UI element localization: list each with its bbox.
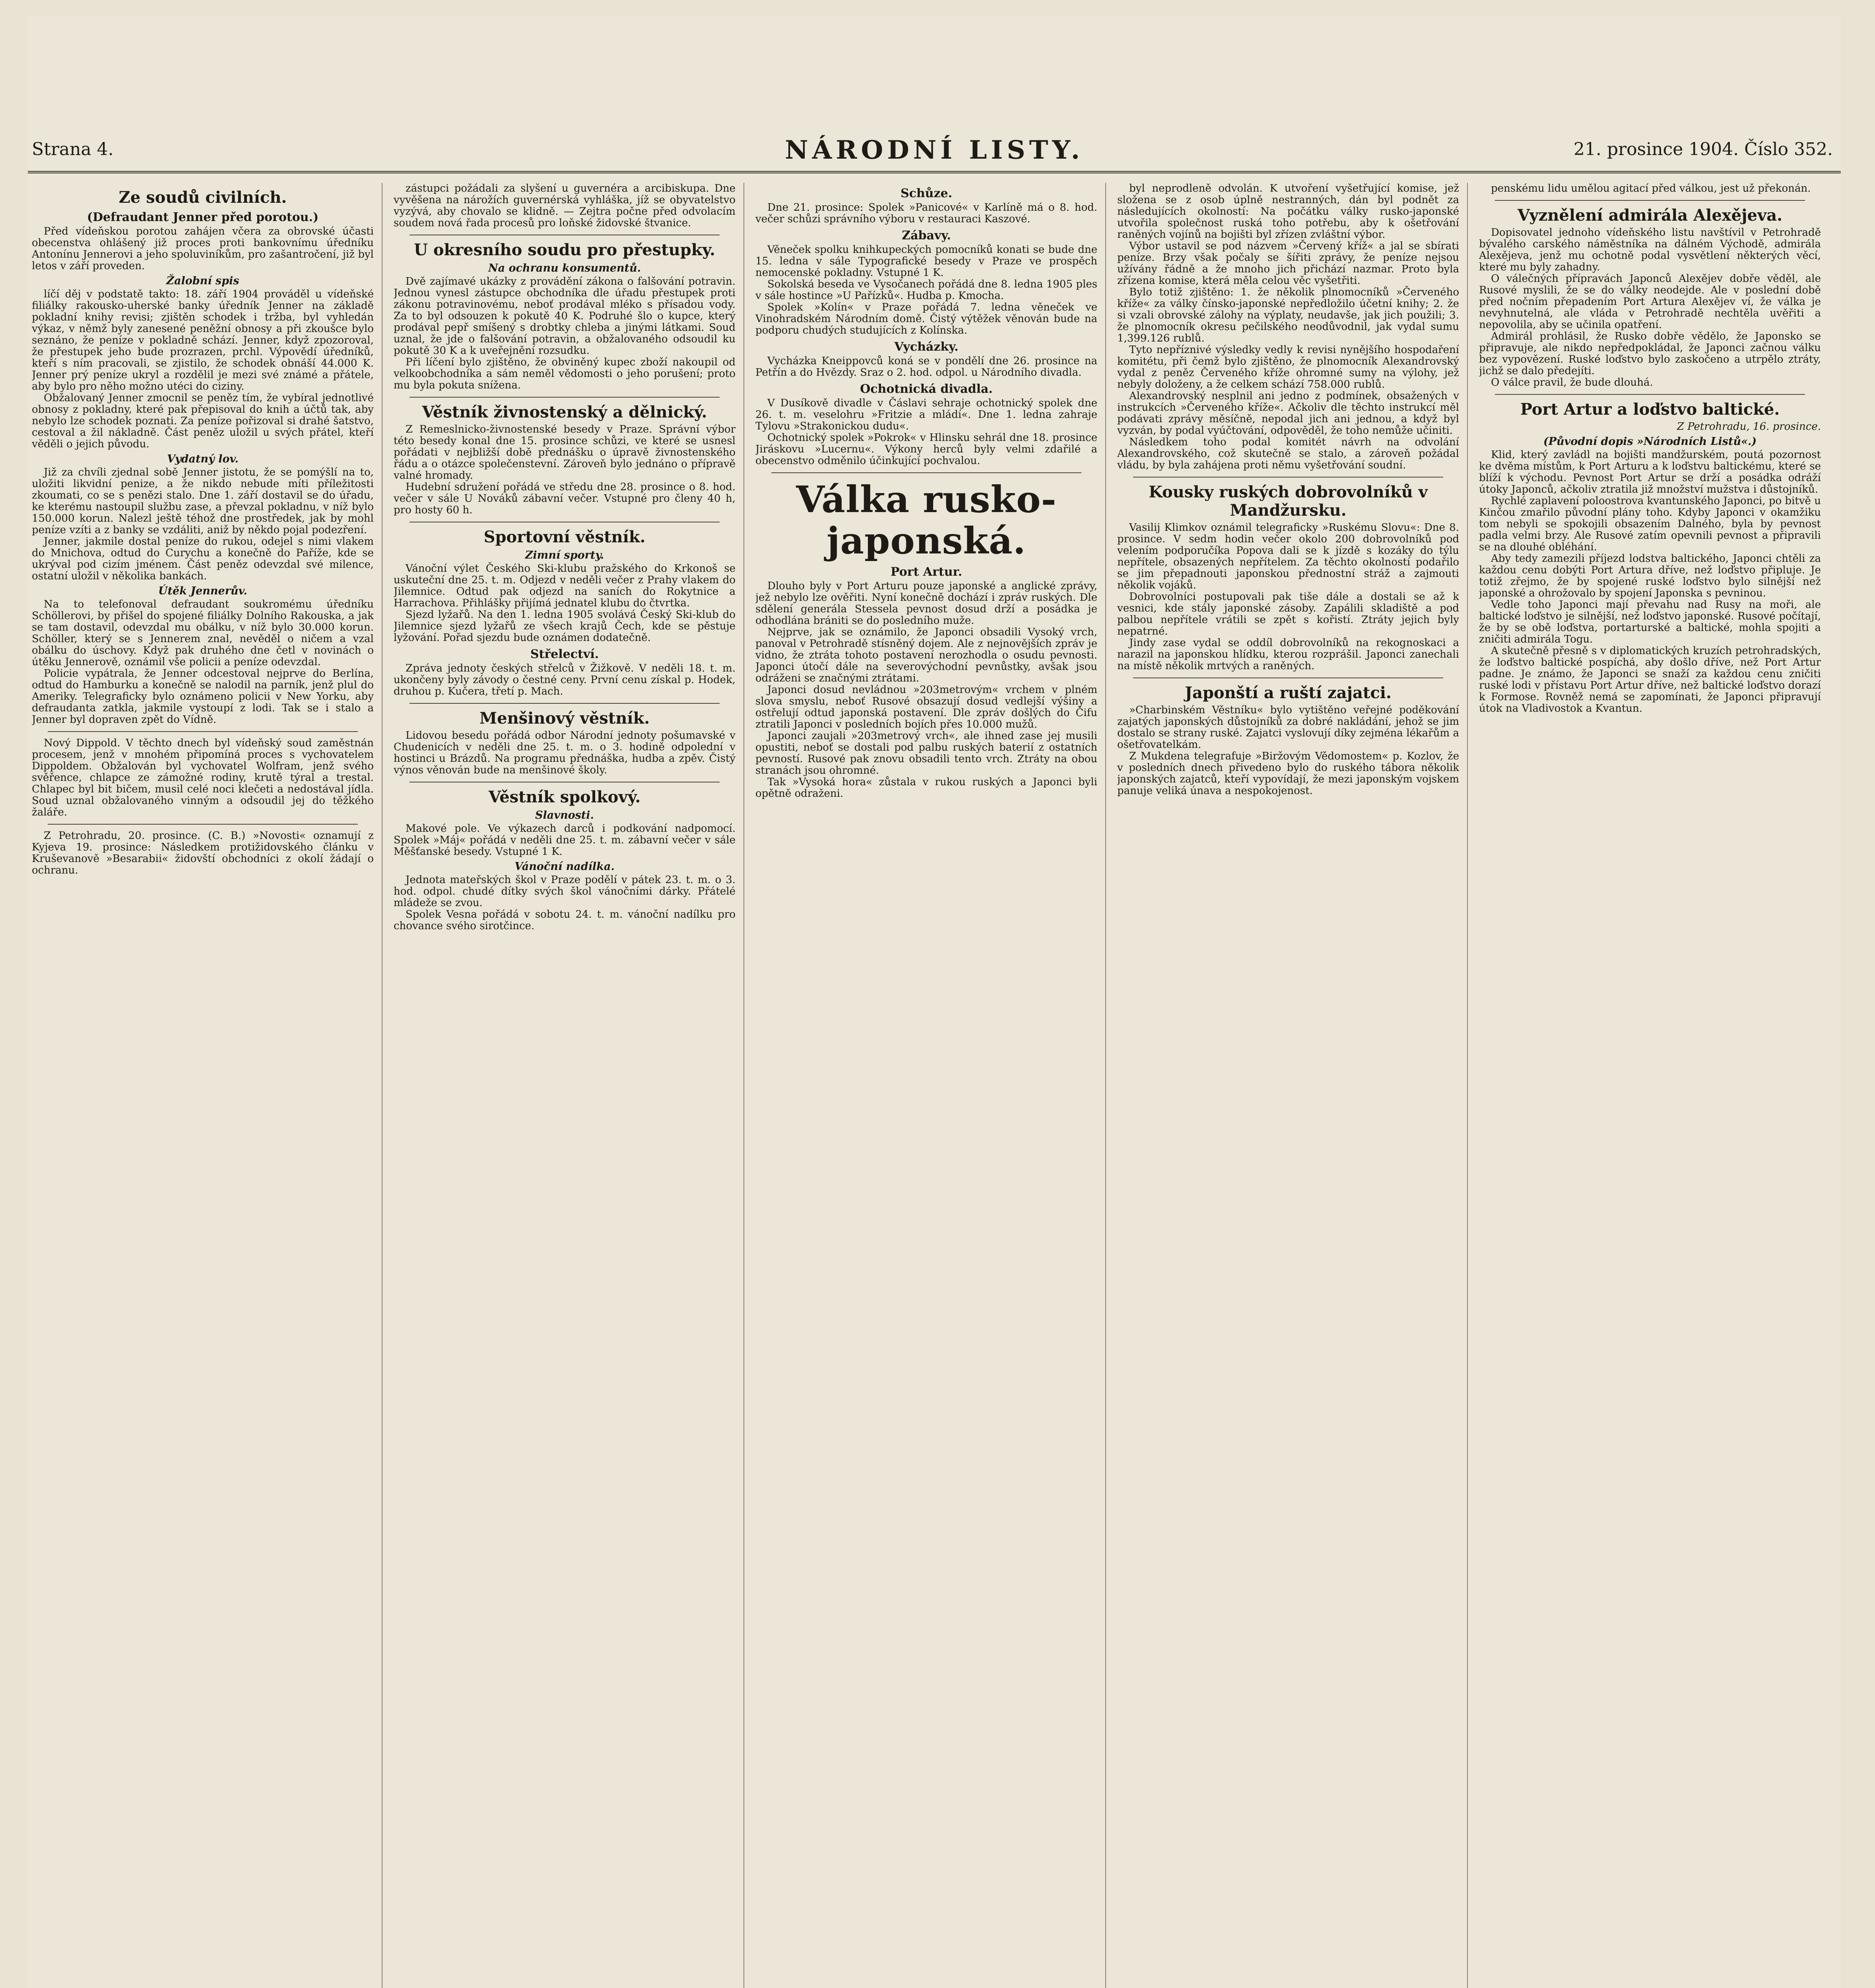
article-title: Kousky ruských dobrovolníků v Mandžursku. <box>1149 483 1428 520</box>
divider <box>771 472 1081 473</box>
column-5 <box>1479 183 1821 1988</box>
paragraph: Nový Dippold. V těchto dnech byl vídeňský soud zaměstnán procesem, jenž v mnohém připomíná proces s vychovatelem Dippoldem. Obžalován byl vychovatel Wolfram, jenž svého svěřence, chlapce ze zámožné rodiny, krutě týral a trestal. Chlapec byl bit bičem, musil celé noci klečeti a nedostával jídla. Soud uznal obžalovaného vinným a odsoudil jej do těžkého žaláře. <box>32 737 374 818</box>
paragraph: Bylo totiž zjištěno: 1. že několik plnomocníků »Červeného kříže« za války čínsko-japonské nepředložilo účetní knihy; 2. že si vzali obrovské zálohy na výplaty, neudavše, jak jich použili; 3. že plnomocník okresu pečilského neodůvodnil, jak vydal sumu 1,399.126 rublů. <box>1117 286 1459 344</box>
article-title: Port Artur a loďstvo baltické. <box>1520 400 1780 419</box>
paragraph: Věneček spolku knihkupeckých pomocníků konati se bude dne 15. ledna v sále Typografické besedy v Praze ve prospěch nemocenské pokladny. Vstupné 1 K. <box>755 244 1097 279</box>
paragraph: Ochotnický spolek »Pokrok« v Hlinsku sehrál dne 18. prosince Jiráskovu »Lucernu«. Výkony herců byly velmi zdařilé a obecenstvo odměnilo účinkující pochvalou. <box>755 432 1097 467</box>
paragraph: penskému lidu umělou agitací před válkou, jest už překonán. <box>1491 183 1811 194</box>
war-headline: Válka rusko-japonská. <box>796 478 1057 562</box>
paragraph: Spolek »Kolín« v Praze pořádá 7. ledna věneček ve Vinohradském Národním domě. Čistý výtěžek věnován bude na podporu chudých studujících z Kolínska. <box>755 301 1097 336</box>
newspaper-page <box>28 16 1841 1988</box>
dateline: Z Petrohradu, 16. prosince. <box>1677 421 1821 433</box>
divider <box>410 703 720 704</box>
paragraph: Policie vypátrala, že Jenner odcestoval nejprve do Berlína, odtud do Hamburku a konečně se nalodil na parník, jenž plul do Ameriky. Telegraficky bylo oznámeno policii v New Yorku, aby defraudanta zatkla, jakmile vystoupí z lodi. Tak se i stalo a Jenner byl dopraven zpět do Vídně. <box>32 668 374 726</box>
paragraph: Vasilij Klimkov oznámil telegraficky »Ruskému Slovu«: Dne 8. prosince. V sedm hodin večer okolo 200 dobrovolníků pod velením podporučíka Popova dali se k jízdě s kozáky do týlu nepřítele, obsazených nepřítelem. Za těchto okolností podařilo se jim přepadnouti japonskou přednostní stráž a zajmouti několik vojáků. <box>1117 522 1459 591</box>
paragraph: byl neprodleně odvolán. K utvoření vyšetřující komise, jež složena se z osob úplně nestranných, dán byl podnět za následujících okolností: Na počátku války rusko-japonské utvořila společnost ruská toho potřebu, aby k ošetřování raněných vojínů na bojišti byl zřízen zvláštní výbor. <box>1117 183 1459 241</box>
paragraph: Obžalovaný Jenner zmocnil se peněz tím, že vybíral jednotlivé obnosy z pokladny, které pak přepisoval do knih a účtů tak, aby nebylo lze schodek poznati. Za peníze pořizoval si drahé šatstvo, cestoval a žil nákladně. Část peněz uložil u svých přátel, kteří věděli o jejich původu. <box>32 392 374 450</box>
paragraph: Dlouho byly v Port Arturu pouze japonské a anglické zprávy, jež nebylo lze ověřiti. Nyní konečně dochází i zpráv ruských. Dle sdělení generála Stessela pevnost dosud drží a posádka je odhodlána brániti se do posledního muže. <box>755 580 1097 627</box>
column-rule <box>1105 183 1106 1988</box>
paragraph: Z Petrohradu, 20. prosince. (C. B.) »Novosti« oznamují z Kyjeva 19. prosince: Následkem protižidovského článku v Kruševanově »Besarabii« židovští obchodníci z okolí žádají o ochranu. <box>32 830 374 876</box>
section-heading: Zimní sporty. <box>525 549 604 561</box>
paragraph: O válečných přípravách Japonců Alexějev dobře věděl, ale Rusové myslili, že se do války neodejde. Ale v poslední době před nočním přepadením Port Artura Alexějev ví, že válka je nevyhnutelná, ale vláda v Petrohradě nechtěla uvěřiti a nepovolila, aby se učinila opatření. <box>1479 273 1821 331</box>
paragraph: zástupci požádali za slyšení u guvernéra a arcibiskupa. Dne vyvěšena na nárožích guvernérská vyhláška, jíž se obyvatelstvo vyzývá, aby chovalo se klidně. — Zejtra počne před odvolacím soudem nová řada procesů pro loňské židovské štvanice. <box>394 183 736 229</box>
paragraph: Rychlé zaplavení poloostrova kvantunského Japonci, po bitvě u Kinčou zmařilo původní plány toho. Kdyby Japonci v okamžiku tom nebyli se spokojili obsazením Dalného, byla by pevnost padla velmi brzy. Ale Rusové zatím opevnili pevnost a připravili se na dlouhé obléhání. <box>1479 495 1821 553</box>
section-heading: Vánoční nadílka. <box>514 860 615 873</box>
article-title: Japonští a ruští zajatci. <box>1185 683 1392 702</box>
article-title: Menšinový věstník. <box>479 709 650 728</box>
article-title: Sportovní věstník. <box>483 528 646 546</box>
section-heading: Vydatný lov. <box>167 453 239 465</box>
section-heading: (Původní dopis »Národních Listů«.) <box>1543 435 1757 448</box>
column-2 <box>394 183 736 1988</box>
paragraph: V Dusíkově divadle v Čáslavi sehraje ochotnický spolek dne 26. t. m. veselohru »Fritzie a mládí«. Dne 1. ledna zahraje Tylovu »Strakonickou dudu«. <box>755 397 1097 432</box>
paragraph: Jednota mateřských škol v Praze podělí v pátek 23. t. m. o 3. hod. odpol. chudé dítky svých škol vánočními dárky. Přátelé mládeže se zvou. <box>394 874 736 909</box>
paragraph: Před vídeňskou porotou zahájen včera za obrovské účasti obecenstva ohlášený již proces proti bankovnímu úředníku Antonínu Jennerovi a jeho spoluviníkům, pro zašantročení, již byl letos v září proveden. <box>32 225 374 272</box>
column-rule <box>743 183 744 1988</box>
paragraph: A skutečně přesně s v diplomatických kruzích petrohradských, že loďstvo baltické pospíchá, aby došlo dříve, než Port Artur padne. Je známo, že Japonci se snaží za každou cenu zničiti ruské lodi v přístavu Port Artur dříve, než baltické loďstvo dorazí k Formose. Rovněž nemá se zapomínati, že Japonci připravují útok na Vladivostok a Kvantun. <box>1479 645 1821 714</box>
section-heading: Žalobní spis <box>166 275 239 287</box>
section-heading: Vycházky. <box>894 340 959 354</box>
page-header <box>28 135 1841 173</box>
article-title: U okresního soudu pro přestupky. <box>414 241 715 259</box>
paragraph: Admirál prohlásil, že Rusko dobře vědělo, že Japonsko se připravuje, ale nikdo nepředpokládal, že Japonci začnou válku bez vypovězení. Ruské loďstvo bylo zaskočeno a utrpělo ztráty, jichž se dalo předejíti. <box>1479 330 1821 377</box>
section-heading: Port Artur. <box>890 565 963 579</box>
divider <box>1133 477 1443 478</box>
paragraph: Aby tedy zamezili příjezd lodstva baltického, Japonci chtěli za každou cenu dobýti Port Artura dříve, než loďstvo připluje. Je totiž zřejmo, že by spojené ruské loďstvo bylo silnější než japonské a ohrožovalo by spojení Japonska s pevninou. <box>1479 553 1821 599</box>
paragraph: Jindy zase vydal se oddíl dobrovolníků na rekognoskaci a narazil na japonskou hlídku, kterou rozprášil. Japonci zanechali na místě několik mrtvých a raněných. <box>1117 637 1459 672</box>
column-rule <box>1467 183 1468 1988</box>
paragraph: Zpráva jednoty českých střelců v Žižkově. V neděli 18. t. m. ukončeny byly závody o čestné ceny. První cenu získal p. Hodek, druhou p. Kučera, třetí p. Mach. <box>394 662 736 697</box>
paragraph: Na to telefonoval defraudant soukromému úředníku Schöllerovi, by přišel do spojené filiálky Dolního Rakouska, a jak se tam dostavil, odevzdal mu obálku, v níž bylo 30.000 korun. Schöller, který se s Jennerem znal, nevěděl o ničem a vzal obálku do úschovy. Když pak druhého dne četl v novinách o útěku Jennerově, oznámil vše policii a peníze odevzdal. <box>32 598 374 668</box>
paragraph: Hudební sdružení pořádá ve středu dne 28. prosince o 8. hod. večer v sále U Nováků zábavní večer. Vstupné pro členy 40 h, pro hosty 60 h. <box>394 481 736 516</box>
section-heading: Na ochranu konsumentů. <box>488 262 641 274</box>
paragraph: Z Mukdena telegrafuje »Biržovým Vědomostem« p. Kozlov, že v posledních dnech přivedeno bylo do ruského tábora několik japonských zajatců, kteří vypovídají, že mezi japonským vojskem panuje veliká únava a nespokojenost. <box>1117 750 1459 797</box>
paragraph: Dobrovolníci postupovali pak tiše dále a dostali se až k vesnici, kde stály japonské zásoby. Zapálili skladiště a pod palbou nepřítele vrátili se zpět s kořistí. Ztráty jejich byly nepatrné. <box>1117 591 1459 637</box>
divider <box>48 824 358 825</box>
paragraph: Makové pole. Ve výkazech darců i podkování nadpomocí. Spolek »Máj« pořádá v neděli dne 25. t. m. zábavní večer v sále Měšťanské besedy. Vstupné 1 K. <box>394 823 736 858</box>
paragraph: Vedle toho Japonci mají převahu nad Rusy na moři, ale baltické loďstvo je silnější, než loďstvo japonské. Rusové počítají, že by se obě loďstva, portarturské a baltické, mohla spojiti a zničiti admirála Togu. <box>1479 599 1821 645</box>
divider <box>1495 200 1805 201</box>
paragraph: Vycházka Kneippovců koná se v pondělí dne 26. prosince na Petřín a do Hvězdy. Sraz o 2. hod. odpol. u Národního divadla. <box>755 355 1097 379</box>
article-title: Vyznělení admirála Alexějeva. <box>1517 206 1783 225</box>
paragraph: Tyto nepříznivé výsledky vedly k revisi nynějšího hospodaření komitétu, při čemž bylo zjištěno, že plnomocník Alexandrovský vydal z peněz Červeného kříže ohromné sumy na výlohy, jež nebyly doloženy, a že celkem schází 758.000 rublů. <box>1117 344 1459 390</box>
paragraph: O válce pravil, že bude dlouhá. <box>1491 377 1653 388</box>
paragraph: Lidovou besedu pořádá odbor Národní jednoty pošumavské v Chudenicích v neděli dne 25. t. m. o 3. hodině odpolední v hostinci u Brázdů. Na programu přednáška, hudba a zpěv. Čistý výnos věnován bude na menšinové školy. <box>394 730 736 776</box>
paragraph: Při líčení bylo zjištěno, že obviněný kupec zboží nakoupil od velkoobchodníka a sám neměl vědomosti o jeho porušení; proto mu byla pokuta snížena. <box>394 356 736 391</box>
paragraph: Následkem toho podal komitét návrh na odvolání Alexandrovského, což skutečně se stalo, a zároveň požádal vládu, by byla zahájena proti němu vyšetřování soudní. <box>1117 436 1459 471</box>
newspaper-title: NÁRODNÍ LISTY. <box>785 135 1084 165</box>
paragraph: Spolek Vesna pořádá v sobotu 24. t. m. vánoční nadílku pro chovance svého sirotčince. <box>394 909 736 932</box>
paragraph: Nejprve, jak se oznámilo, že Japonci obsadili Vysoký vrch, panoval v Petrohradě stísněný dojem. Ale z nejnovějších zpráv je vidno, že ztráta tohoto postavení nerozhodla o osudu pevnosti. Japonci útočí dále na severovýchodní pevnůstky, avšak jsou odráženi se značnými ztrátami. <box>755 626 1097 684</box>
issue-date: 21. prosince 1904. Číslo 352. <box>1573 139 1833 159</box>
paragraph: Z Remeslnicko-živnostenské besedy v Praze. Správní výbor této besedy konal dne 15. prosince schůzi, ve které se usnesl pořádati v nejbližší době přednášku o úpravě živnostenského řádu a o otázce společenstevní. Zároveň bylo jednáno o přípravě valné hromady. <box>394 423 736 481</box>
article-title: Ze soudů civilních. <box>118 188 287 207</box>
section-heading: Útěk Jennerův. <box>158 585 247 597</box>
paragraph: Dne 21. prosince: Spolek »Panicové« v Karlíně má o 8. hod. večer schůzi správního výboru v restauraci Kaszové. <box>755 202 1097 225</box>
paragraph: Klid, který zavládl na bojišti mandžurském, poutá pozornost ke dvěma místům, k Port Arturu a k loďstvu baltickému, které se blíží k východu. Pevnost Port Artur se drží a posádka odráží útoky Japonců, ačkoliv ztratila již množství mužstva i důstojníků. <box>1479 449 1821 495</box>
paragraph: Již za chvíli zjednal sobě Jenner jistotu, že se pomýšlí na to, uložiti likvidní penize, a že nikdo nebude míti příležitosti zkoumati, co se s penězi stalo. Dne 1. září dostavil se do úřadu, ke kterému nastoupil službu zase, a převzal pokladnu, v níž bylo 150.000 korun. Nalezl ještě téhož dne prostředek, jak by mohl peníze vzíti a z banky se vzdáliti, aniž by někdo pojal podezření. <box>32 466 374 536</box>
paragraph: Dopisovatel jednoho vídeňského listu navštívil v Petrohradě bývalého carského náměstníka na dálném Východě, admirála Alexějeva, jenž mu ochotně podal vysvětlení některých věcí, které mu byly zahadny. <box>1479 227 1821 273</box>
divider <box>48 731 358 732</box>
divider <box>410 397 720 398</box>
page-number: Strana 4. <box>32 139 114 159</box>
paragraph: »Charbinském Věstníku« bylo vytištěno veřejné poděkování zajatých japonských důstojníků za dobré nakládání, jehož se jim dostalo se strany ruské. Zajatci vyslovují díky zejména lékařům a ošetřovatelkám. <box>1117 704 1459 751</box>
paragraph: Japonci zaujali »203metrový vrch«, ale ihned zase jej musili opustiti, neboť se dostali pod palbu ruských baterií z ostatních pevností. Rusové pak znovu obsadili tento vrch. Ztráty na obou stranách jsou ohromné. <box>755 730 1097 777</box>
column-1 <box>32 183 374 1988</box>
paragraph: Tak »Vysoká hora« zůstala v rukou ruských a Japonci byli opětně odraženi. <box>755 776 1097 800</box>
section-heading: Střelectví. <box>530 647 599 661</box>
section-heading: Schůze. <box>900 186 953 200</box>
section-heading: Zábavy. <box>902 229 951 243</box>
column-4 <box>1117 183 1459 1988</box>
paragraph: Japonci dosud nevládnou »203metrovým« vrchem v plném slova smyslu, neboť Rusové obsazují dosud vedlejší výšiny a ostřelují odtud japonská postavení. Dle zpráv došlých do Čifu ztratili Japonci v posledních bojích přes 10.000 mužů. <box>755 684 1097 730</box>
section-heading: Ochotnická divadla. <box>860 382 993 396</box>
article-title: Věstník živnostenský a dělnický. <box>422 403 707 421</box>
article-title: Věstník spolkový. <box>488 788 641 806</box>
divider <box>1495 394 1805 395</box>
section-heading: Slavnosti. <box>535 809 594 821</box>
paragraph: Sjezd lyžařů. Na den 1. ledna 1905 svolává Český Ski-klub do Jilemnice sjezd lyžařů ze všech krajů Čech, kde se pěstuje lyžování. Pořad sjezdu bude oznámen dodatečně. <box>394 609 736 644</box>
column-3 <box>755 183 1097 1988</box>
paragraph: Dvě zajímavé ukázky z provádění zákona o falšování potravin. Jednou vynesl zástupce obchodníka dle úřadu přestupek proti zákonu potravinovému, neboť prodával mléko s přísadou vody. Za to byl odsouzen k pokutě 40 K. Podruhé šlo o kupce, který prodával pepř smíšený s drobtky chleba a jinými látkami. Soud uznal, že jde o falšování potravin, a obžalovaného odsoudil ku pokutě 30 K a k uveřejnění rozsudku. <box>394 276 736 357</box>
paragraph: Jenner, jakmile dostal peníze do rukou, odejel s nimi vlakem do Mnichova, odtud do Curychu a konečně do Paříže, kde se ukrýval pod cizím jménem. Část peněz odevzdal své milence, ostatní uložil v několika bankách. <box>32 536 374 582</box>
paragraph: Alexandrovský nesplnil ani jedno z podmínek, obsažených v instrukcích »Červeného kříže«. Ačkoliv dle těchto instrukcí měl podávati zprávy měsíčně, nepodal jich ani jednou, a když byl vyzván, by podal vyúčtování, odpověděl, že toho nemůže učiniti. <box>1117 390 1459 437</box>
article-subtitle: (Defraudant Jenner před porotou.) <box>87 210 319 224</box>
paragraph: Výbor ustavil se pod názvem »Červený kříž« a jal se sbírati peníze. Brzy však počaly se šířiti zprávy, že peníze nejsou užívány řádně a že mnoho jich přichází nazmar. Proto byla zřízena komise, která měla celou věc vyšetřiti. <box>1117 240 1459 287</box>
paragraph: Sokolská beseda ve Vysočanech pořádá dne 8. ledna 1905 ples v sále hostince »U Pařízků«. Hudba p. Kmocha. <box>755 278 1097 302</box>
paragraph: Vánoční výlet Českého Ski-klubu pražského do Krkonoš se uskuteční dne 25. t. m. Odjezd v neděli večer z Prahy vlakem do Jilemnice. Odtud pak odjezd na saních do Rokytnice a Harrachova. Přihlášky přijímá jednatel klubu do čtvrtka. <box>394 563 736 609</box>
paragraph: líčí děj v podstatě takto: 18. září 1904 prováděl u vídeňské filiálky rakousko-uherské banky úředník Jenner na základě pokladní knihy revisi; zjištěn schodek i tržba, byl vyhledán výkaz, v němž byly zanesené peněžní obnosy a při zkoušce bylo seznáno, že peníze v pokladně schází. Jenner, když zpozoroval, že přestupek jeho bude prozrazen, prchl. Výpovědí úředníků, kteří s ním pracovali, se zjistilo, že schodek obnáší 44.000 K. Jenner prý peníze ukryl a rozdělil je mezi své známé a přátele, aby bylo pro něho možno utéci do ciziny. <box>32 288 374 392</box>
